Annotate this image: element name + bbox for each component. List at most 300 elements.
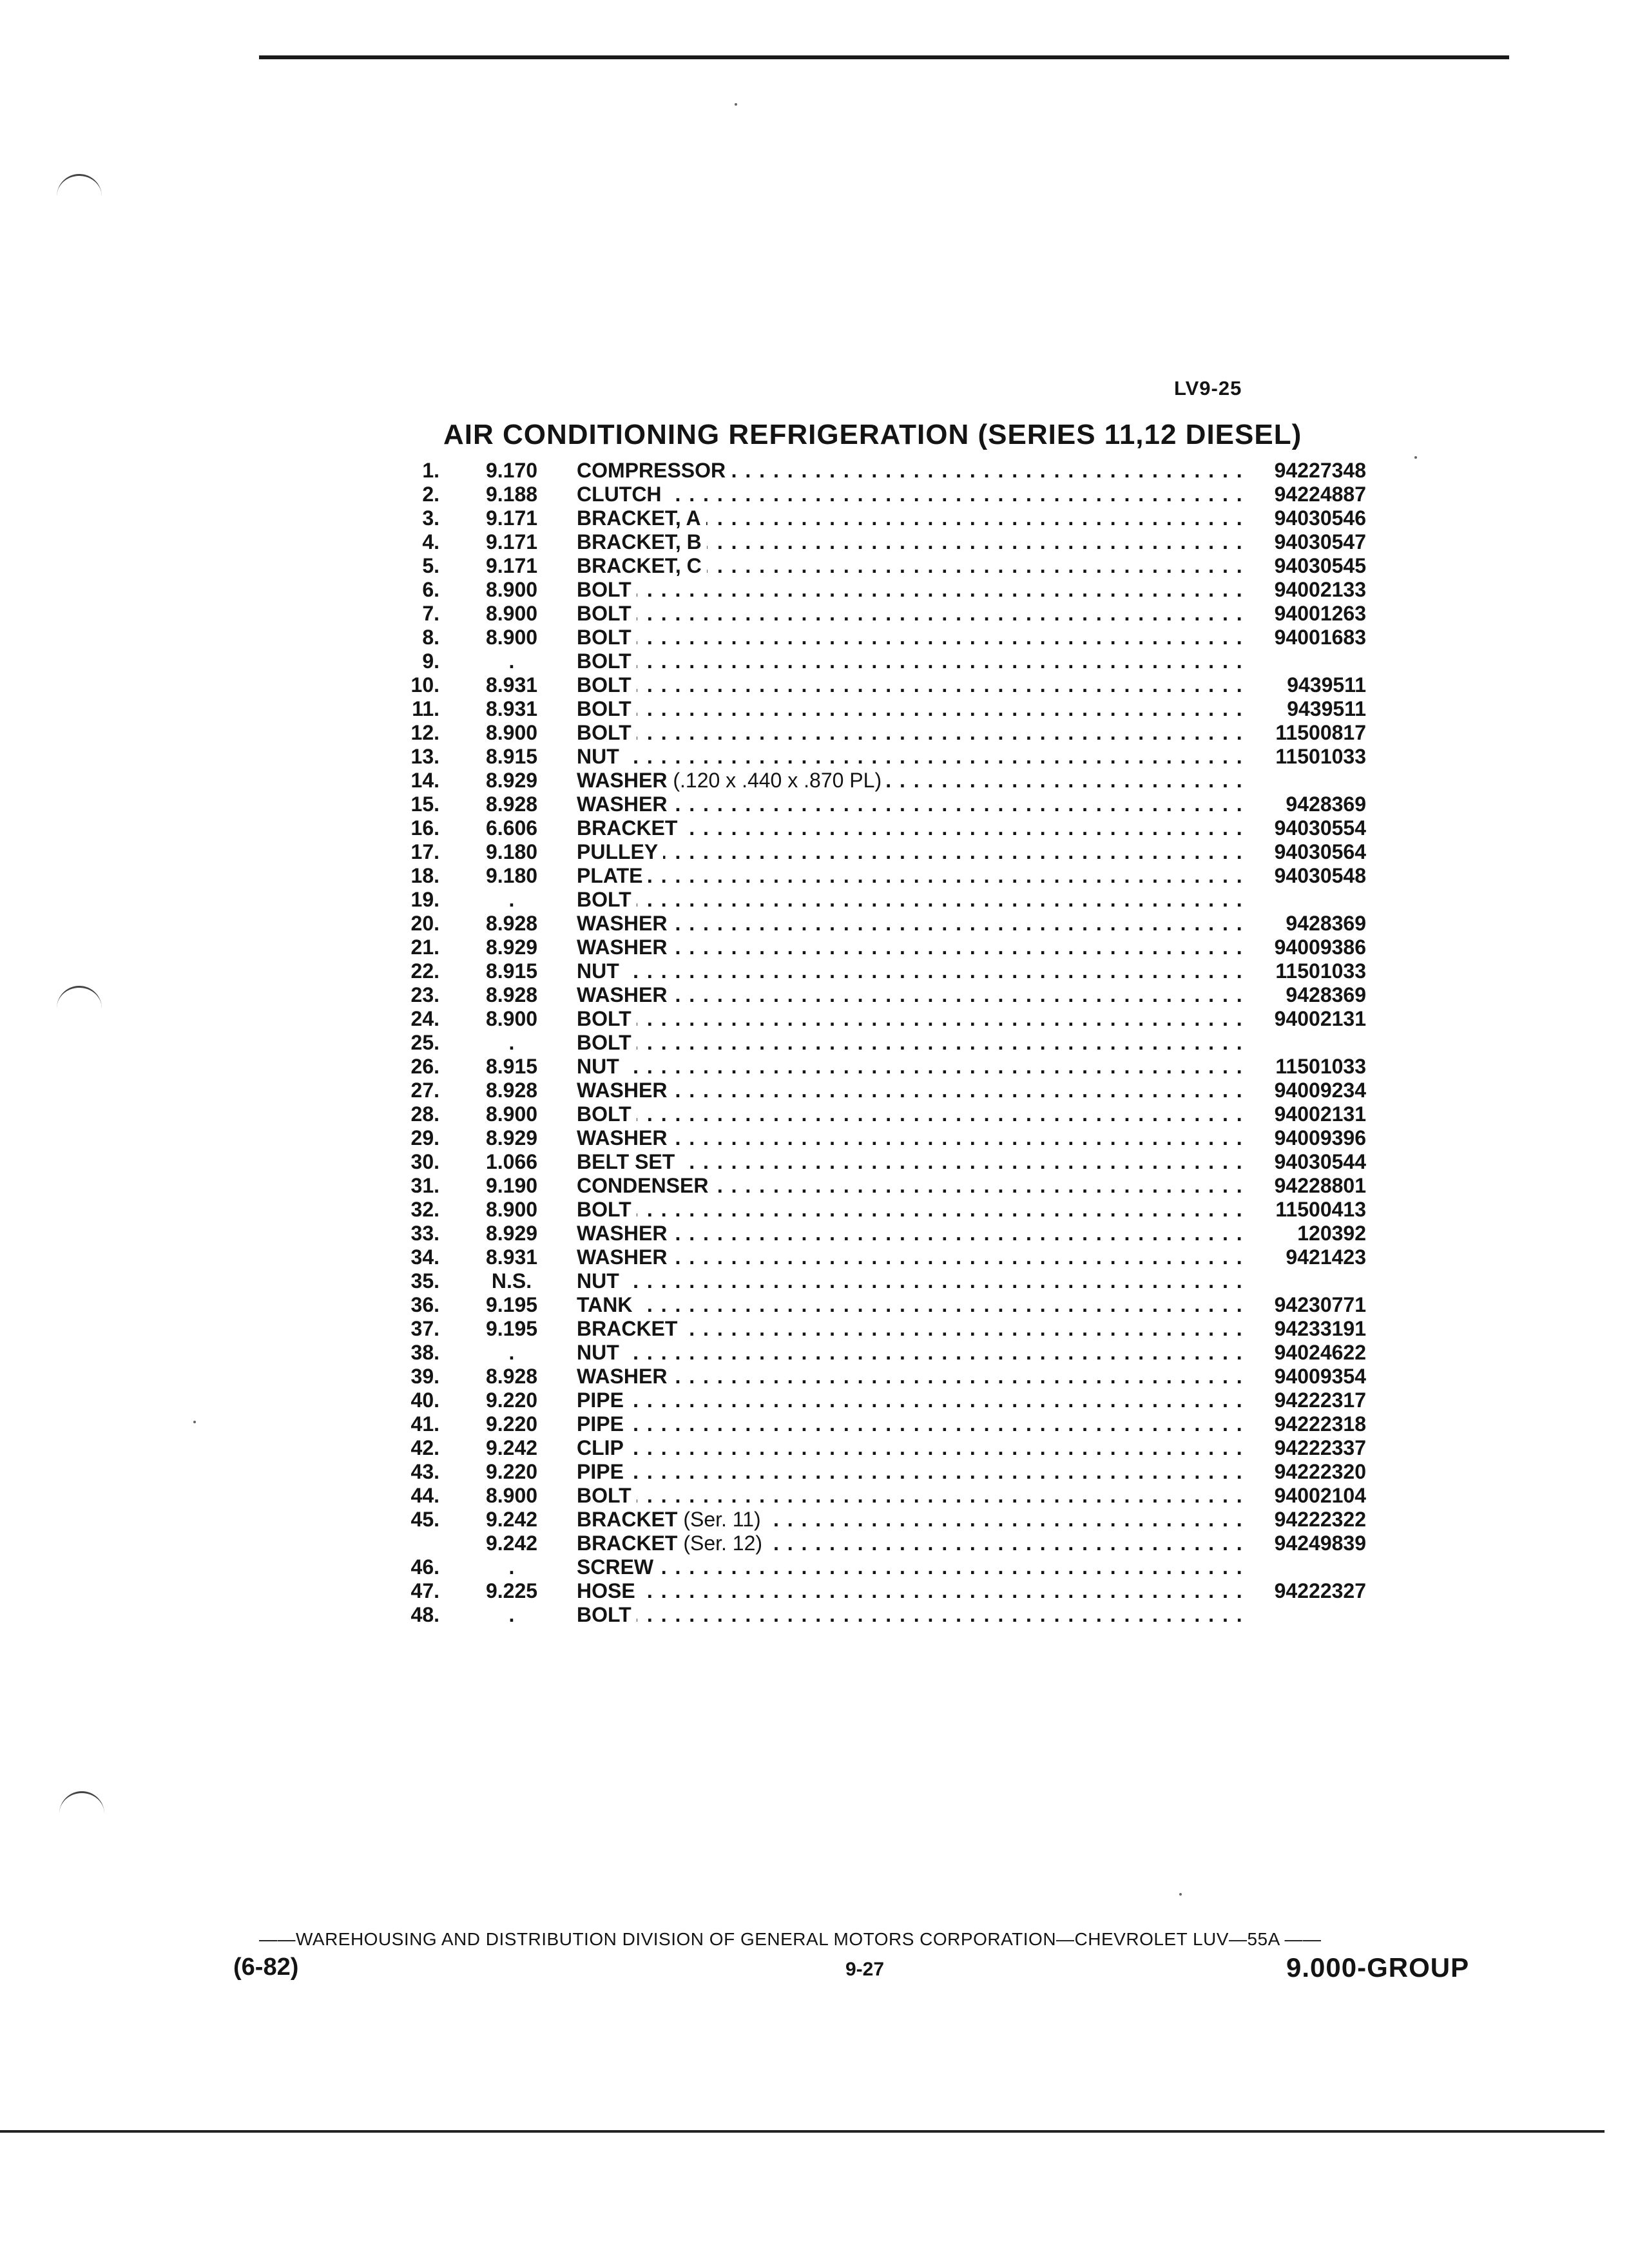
part-row	[400, 721, 1366, 745]
part-description	[577, 1198, 1250, 1222]
part-number: 47.	[410, 1579, 439, 1602]
part-description	[577, 554, 1250, 578]
part-number: 30.	[410, 1150, 439, 1173]
part-reference: 9.220	[485, 1460, 538, 1483]
part-description	[577, 1269, 1250, 1293]
part-description	[577, 1102, 1250, 1126]
part-description	[577, 888, 1250, 912]
part-number: 39.	[410, 1365, 439, 1388]
part-number: 28.	[410, 1102, 439, 1126]
part-reference: .	[508, 649, 515, 673]
part-catalog-number: 11501033	[1275, 959, 1366, 983]
part-name: BOLT	[577, 649, 631, 673]
part-catalog-number: 94030554	[1274, 816, 1366, 840]
top-rule	[259, 55, 1509, 59]
part-catalog-number: 94001263	[1274, 602, 1366, 625]
part-name: BOLT	[577, 1484, 631, 1507]
part-catalog-number: 11500817	[1275, 721, 1366, 744]
part-name: SCREW	[577, 1555, 654, 1579]
part-row	[400, 483, 1366, 506]
part-description	[577, 983, 1250, 1007]
part-reference: 8.900	[485, 626, 538, 649]
footer-publisher: ——WAREHOUSING AND DISTRIBUTION DIVISION OF GENERAL MOTORS CORPORATION—CHEVROLET LUV—55A ——	[259, 1929, 1322, 1949]
part-catalog-number: 11501033	[1275, 745, 1366, 768]
part-row	[400, 959, 1366, 983]
scan-speck	[735, 103, 737, 106]
part-catalog-number: 94002131	[1274, 1102, 1366, 1126]
part-row	[400, 1579, 1366, 1603]
part-reference: 8.928	[485, 1365, 538, 1388]
part-description	[577, 602, 1250, 626]
part-description	[577, 1293, 1250, 1317]
part-catalog-number: 94030545	[1274, 554, 1366, 577]
part-catalog-number: 9421423	[1286, 1245, 1366, 1269]
part-description	[577, 1007, 1250, 1031]
part-reference: 8.928	[485, 912, 538, 935]
part-description	[577, 793, 1250, 816]
part-reference: 8.915	[485, 745, 538, 768]
part-name: PIPE	[577, 1389, 624, 1412]
scan-speck	[193, 1421, 196, 1423]
part-reference: 8.931	[485, 673, 538, 697]
part-reference: 9.170	[485, 459, 538, 482]
part-catalog-number: 94030547	[1274, 530, 1366, 553]
part-number: 13.	[410, 745, 439, 768]
part-catalog-number: 9428369	[1286, 912, 1366, 935]
part-row	[400, 793, 1366, 816]
part-reference: 9.188	[485, 483, 538, 506]
part-reference: 8.929	[485, 936, 538, 959]
part-reference: .	[508, 1555, 515, 1579]
part-number: 35.	[410, 1269, 439, 1293]
part-row	[400, 1389, 1366, 1412]
part-row	[400, 1126, 1366, 1150]
part-note: (Ser. 11)	[683, 1508, 761, 1531]
part-description	[577, 1603, 1250, 1627]
part-reference: 9.180	[485, 840, 538, 863]
part-number: 10.	[410, 673, 439, 697]
part-reference: 8.931	[485, 697, 538, 720]
part-name: WASHER	[577, 983, 668, 1006]
part-description	[577, 1555, 1250, 1579]
part-reference: 8.900	[485, 578, 538, 601]
part-row	[400, 1031, 1366, 1055]
part-row	[400, 1555, 1366, 1579]
part-name: BOLT	[577, 602, 631, 625]
part-description	[577, 1245, 1250, 1269]
part-number: 5.	[422, 554, 439, 577]
part-description	[577, 483, 1250, 506]
part-name: BRACKET	[577, 1317, 678, 1340]
part-reference: 8.915	[485, 959, 538, 983]
part-number: 9.	[422, 649, 439, 673]
part-description	[577, 626, 1250, 649]
part-description	[577, 1150, 1250, 1174]
page-code: LV9-25	[1174, 377, 1242, 399]
part-number: 1.	[422, 459, 439, 482]
part-name: BRACKET	[577, 1508, 678, 1531]
part-name: BOLT	[577, 1031, 631, 1054]
part-catalog-number: 94222337	[1274, 1436, 1366, 1459]
part-reference: 8.900	[485, 721, 538, 744]
part-name: BOLT	[577, 578, 631, 601]
part-description	[577, 816, 1250, 840]
part-row	[400, 1532, 1366, 1555]
part-row	[400, 578, 1366, 602]
part-catalog-number: 94224887	[1274, 483, 1366, 506]
part-description	[577, 769, 1250, 793]
part-description	[577, 1126, 1250, 1150]
part-name: PLATE	[577, 864, 643, 887]
part-catalog-number: 94222327	[1274, 1579, 1366, 1602]
page-title: AIR CONDITIONING REFRIGERATION (SERIES 11,12 DIESEL)	[443, 419, 1302, 450]
part-name: NUT	[577, 1269, 619, 1293]
part-reference: 8.931	[485, 1245, 538, 1269]
part-number: 17.	[410, 840, 439, 863]
part-name: BOLT	[577, 697, 631, 720]
part-catalog-number: 94009396	[1274, 1126, 1366, 1149]
part-reference: 1.066	[485, 1150, 538, 1173]
part-row	[400, 769, 1366, 793]
part-description	[577, 1579, 1250, 1603]
part-reference: 9.171	[485, 506, 538, 530]
part-number: 43.	[410, 1460, 439, 1483]
part-description	[577, 1412, 1250, 1436]
part-row	[400, 936, 1366, 959]
part-row	[400, 1293, 1366, 1317]
part-catalog-number: 94227348	[1274, 459, 1366, 482]
part-name: WASHER	[577, 793, 668, 816]
footer-group: 9.000-GROUP	[1286, 1952, 1470, 1983]
part-name: NUT	[577, 1341, 619, 1364]
part-description	[577, 1508, 1250, 1532]
part-name: WASHER	[577, 1079, 668, 1102]
part-catalog-number: 94222317	[1274, 1389, 1366, 1412]
part-name: WASHER	[577, 912, 668, 935]
part-name: CONDENSER	[577, 1174, 709, 1197]
part-number: 44.	[410, 1484, 439, 1507]
part-row	[400, 1341, 1366, 1365]
part-number: 33.	[410, 1222, 439, 1245]
part-reference: 9.195	[485, 1317, 538, 1340]
part-row	[400, 888, 1366, 912]
part-catalog-number: 120392	[1297, 1222, 1366, 1245]
part-number: 40.	[410, 1389, 439, 1412]
part-catalog-number: 94009234	[1274, 1079, 1366, 1102]
part-description	[577, 673, 1250, 697]
part-number: 27.	[410, 1079, 439, 1102]
part-description	[577, 1365, 1250, 1389]
part-description	[577, 1055, 1250, 1079]
part-number: 19.	[410, 888, 439, 911]
part-name: COMPRESSOR	[577, 459, 726, 482]
part-catalog-number: 94030548	[1274, 864, 1366, 887]
scan-speck	[1179, 1893, 1182, 1896]
part-description	[577, 959, 1250, 983]
part-description	[577, 1341, 1250, 1365]
part-name: NUT	[577, 959, 619, 983]
part-catalog-number: 11501033	[1275, 1055, 1366, 1078]
part-number: 29.	[410, 1126, 439, 1149]
part-description	[577, 721, 1250, 745]
part-number: 23.	[410, 983, 439, 1006]
part-description	[577, 1389, 1250, 1412]
part-catalog-number: 94001683	[1274, 626, 1366, 649]
part-name: HOSE	[577, 1579, 635, 1602]
part-row	[400, 1603, 1366, 1627]
part-reference: 9.242	[485, 1508, 538, 1531]
part-number: 41.	[410, 1412, 439, 1436]
part-row	[400, 912, 1366, 936]
part-catalog-number: 94002133	[1274, 578, 1366, 601]
footer-page-number: 9-27	[845, 1959, 885, 1980]
part-description	[577, 864, 1250, 888]
part-note: (Ser. 12)	[683, 1532, 763, 1555]
part-description	[577, 1436, 1250, 1460]
part-reference: 9.225	[485, 1579, 538, 1602]
part-row	[400, 864, 1366, 888]
part-row	[400, 1317, 1366, 1341]
part-number: 24.	[410, 1007, 439, 1030]
part-reference: 9.180	[485, 864, 538, 887]
part-row	[400, 1222, 1366, 1245]
part-description	[577, 1317, 1250, 1341]
part-number: 45.	[410, 1508, 439, 1531]
part-name: BRACKET, C	[577, 554, 702, 577]
part-row	[400, 1245, 1366, 1269]
part-catalog-number: 94249839	[1274, 1532, 1366, 1555]
part-name: BRACKET, A	[577, 506, 701, 530]
part-catalog-number: 94024622	[1274, 1341, 1366, 1364]
part-row	[400, 1436, 1366, 1460]
part-name: WASHER	[577, 769, 668, 792]
scan-mark	[57, 174, 102, 202]
part-row	[400, 626, 1366, 649]
part-row	[400, 649, 1366, 673]
part-row	[400, 1102, 1366, 1126]
part-reference: 9.195	[485, 1293, 538, 1316]
part-reference: .	[508, 1031, 515, 1054]
part-reference: 8.900	[485, 1198, 538, 1221]
part-row	[400, 1150, 1366, 1174]
part-catalog-number: 94233191	[1274, 1317, 1366, 1340]
part-name: WASHER	[577, 1126, 668, 1149]
part-description	[577, 506, 1250, 530]
part-reference: 9.171	[485, 530, 538, 553]
part-description	[577, 578, 1250, 602]
part-catalog-number: 9439511	[1287, 697, 1366, 720]
part-reference: 8.928	[485, 793, 538, 816]
part-description	[577, 1079, 1250, 1102]
part-row	[400, 1460, 1366, 1484]
part-number: 38.	[410, 1341, 439, 1364]
part-name: BELT SET	[577, 1150, 675, 1173]
part-number: 42.	[410, 1436, 439, 1459]
part-number: 16.	[410, 816, 439, 840]
part-row	[400, 1269, 1366, 1293]
part-description	[577, 1532, 1250, 1555]
part-number: 37.	[410, 1317, 439, 1340]
part-number: 22.	[410, 959, 439, 983]
part-reference: 8.928	[485, 1079, 538, 1102]
scan-mark	[57, 986, 102, 1014]
part-catalog-number: 94009354	[1274, 1365, 1366, 1388]
part-number: 3.	[422, 506, 439, 530]
part-note: (.120 x .440 x .870 PL)	[673, 769, 882, 792]
part-catalog-number: 94009386	[1274, 936, 1366, 959]
part-catalog-number: 94222318	[1274, 1412, 1366, 1436]
part-row	[400, 1484, 1366, 1508]
part-description	[577, 530, 1250, 554]
part-reference: 6.606	[485, 816, 538, 840]
part-name: CLIP	[577, 1436, 624, 1459]
part-catalog-number: 94030564	[1274, 840, 1366, 863]
part-reference: 8.900	[485, 602, 538, 625]
part-description	[577, 649, 1250, 673]
parts-list	[400, 459, 1366, 1627]
part-catalog-number: 94230771	[1274, 1293, 1366, 1316]
part-reference: 9.242	[485, 1532, 538, 1555]
part-reference: .	[508, 1341, 515, 1364]
part-row	[400, 840, 1366, 864]
part-description	[577, 1031, 1250, 1055]
part-number: 4.	[422, 530, 439, 553]
part-number: 32.	[410, 1198, 439, 1221]
part-number: 11.	[412, 697, 439, 720]
part-row	[400, 816, 1366, 840]
part-reference: 9.220	[485, 1389, 538, 1412]
part-name: BRACKET	[577, 1532, 678, 1555]
part-catalog-number: 9428369	[1286, 793, 1366, 816]
part-number: 20.	[410, 912, 439, 935]
part-row	[400, 673, 1366, 697]
bottom-rule	[0, 2130, 1605, 2133]
part-reference: 8.900	[485, 1484, 538, 1507]
part-catalog-number: 94222322	[1274, 1508, 1366, 1531]
part-name: TANK	[577, 1293, 633, 1316]
part-row	[400, 1055, 1366, 1079]
part-reference: 9.220	[485, 1412, 538, 1436]
part-reference: 8.929	[485, 1222, 538, 1245]
part-reference: 8.929	[485, 769, 538, 792]
part-name: PULLEY	[577, 840, 659, 863]
footer-date: (6-82)	[233, 1954, 299, 1981]
part-reference: 8.929	[485, 1126, 538, 1149]
part-number: 6.	[422, 578, 439, 601]
part-name: BOLT	[577, 673, 631, 697]
part-catalog-number: 94030544	[1274, 1150, 1366, 1173]
part-row	[400, 697, 1366, 721]
part-number: 7.	[422, 602, 439, 625]
part-row	[400, 1412, 1366, 1436]
part-number: 18.	[410, 864, 439, 887]
part-number: 8.	[422, 626, 439, 649]
part-row	[400, 1174, 1366, 1198]
part-name: WASHER	[577, 936, 668, 959]
part-row	[400, 1365, 1366, 1389]
part-catalog-number: 94002131	[1274, 1007, 1366, 1030]
part-name: BRACKET	[577, 816, 678, 840]
part-name: BOLT	[577, 1603, 631, 1626]
part-name: BOLT	[577, 888, 631, 911]
part-description	[577, 697, 1250, 721]
part-number: 31.	[410, 1174, 439, 1197]
part-name: PIPE	[577, 1412, 624, 1436]
part-row	[400, 602, 1366, 626]
part-description	[577, 459, 1250, 483]
part-name: BOLT	[577, 721, 631, 744]
part-description	[577, 1460, 1250, 1484]
part-reference: 8.900	[485, 1102, 538, 1126]
part-catalog-number: 9428369	[1286, 983, 1366, 1006]
part-reference: 8.928	[485, 983, 538, 1006]
part-number: 25.	[410, 1031, 439, 1054]
part-catalog-number: 94002104	[1274, 1484, 1366, 1507]
part-row	[400, 530, 1366, 554]
part-row	[400, 1508, 1366, 1532]
part-number: 15.	[410, 793, 439, 816]
part-row	[400, 554, 1366, 578]
part-catalog-number: 94228801	[1274, 1174, 1366, 1197]
part-name: BOLT	[577, 1198, 631, 1221]
part-row	[400, 1079, 1366, 1102]
part-name: WASHER	[577, 1245, 668, 1269]
part-description	[577, 840, 1250, 864]
part-number: 2.	[422, 483, 439, 506]
part-catalog-number: 94222320	[1274, 1460, 1366, 1483]
part-number: 26.	[410, 1055, 439, 1078]
part-name: NUT	[577, 1055, 619, 1078]
part-reference: N.S.	[491, 1269, 532, 1293]
part-name: BOLT	[577, 1102, 631, 1126]
part-reference: 9.190	[485, 1174, 538, 1197]
scan-mark	[59, 1791, 104, 1819]
part-catalog-number: 9439511	[1287, 673, 1366, 697]
part-catalog-number: 94030546	[1274, 506, 1366, 530]
scan-speck	[1414, 456, 1417, 459]
part-row	[400, 459, 1366, 483]
part-number: 34.	[410, 1245, 439, 1269]
part-number: 48.	[410, 1603, 439, 1626]
part-reference: 9.242	[485, 1436, 538, 1459]
part-row	[400, 745, 1366, 769]
part-name: BOLT	[577, 1007, 631, 1030]
part-description	[577, 1174, 1250, 1198]
part-reference: 8.915	[485, 1055, 538, 1078]
part-reference: 9.171	[485, 554, 538, 577]
part-reference: .	[508, 888, 515, 911]
part-reference: .	[508, 1603, 515, 1626]
part-row	[400, 1007, 1366, 1031]
part-catalog-number: 11500413	[1275, 1198, 1366, 1221]
part-row	[400, 1198, 1366, 1222]
part-name: BRACKET, B	[577, 530, 702, 553]
part-name: PIPE	[577, 1460, 624, 1483]
part-number: 14.	[410, 769, 439, 792]
part-reference: 8.900	[485, 1007, 538, 1030]
part-number: 21.	[410, 936, 439, 959]
part-name: WASHER	[577, 1222, 668, 1245]
part-row	[400, 983, 1366, 1007]
part-name: NUT	[577, 745, 619, 768]
part-number: 12.	[410, 721, 439, 744]
part-description	[577, 1484, 1250, 1508]
part-name: WASHER	[577, 1365, 668, 1388]
part-description	[577, 1222, 1250, 1245]
part-row	[400, 506, 1366, 530]
part-number: 46.	[410, 1555, 439, 1579]
part-name: BOLT	[577, 626, 631, 649]
